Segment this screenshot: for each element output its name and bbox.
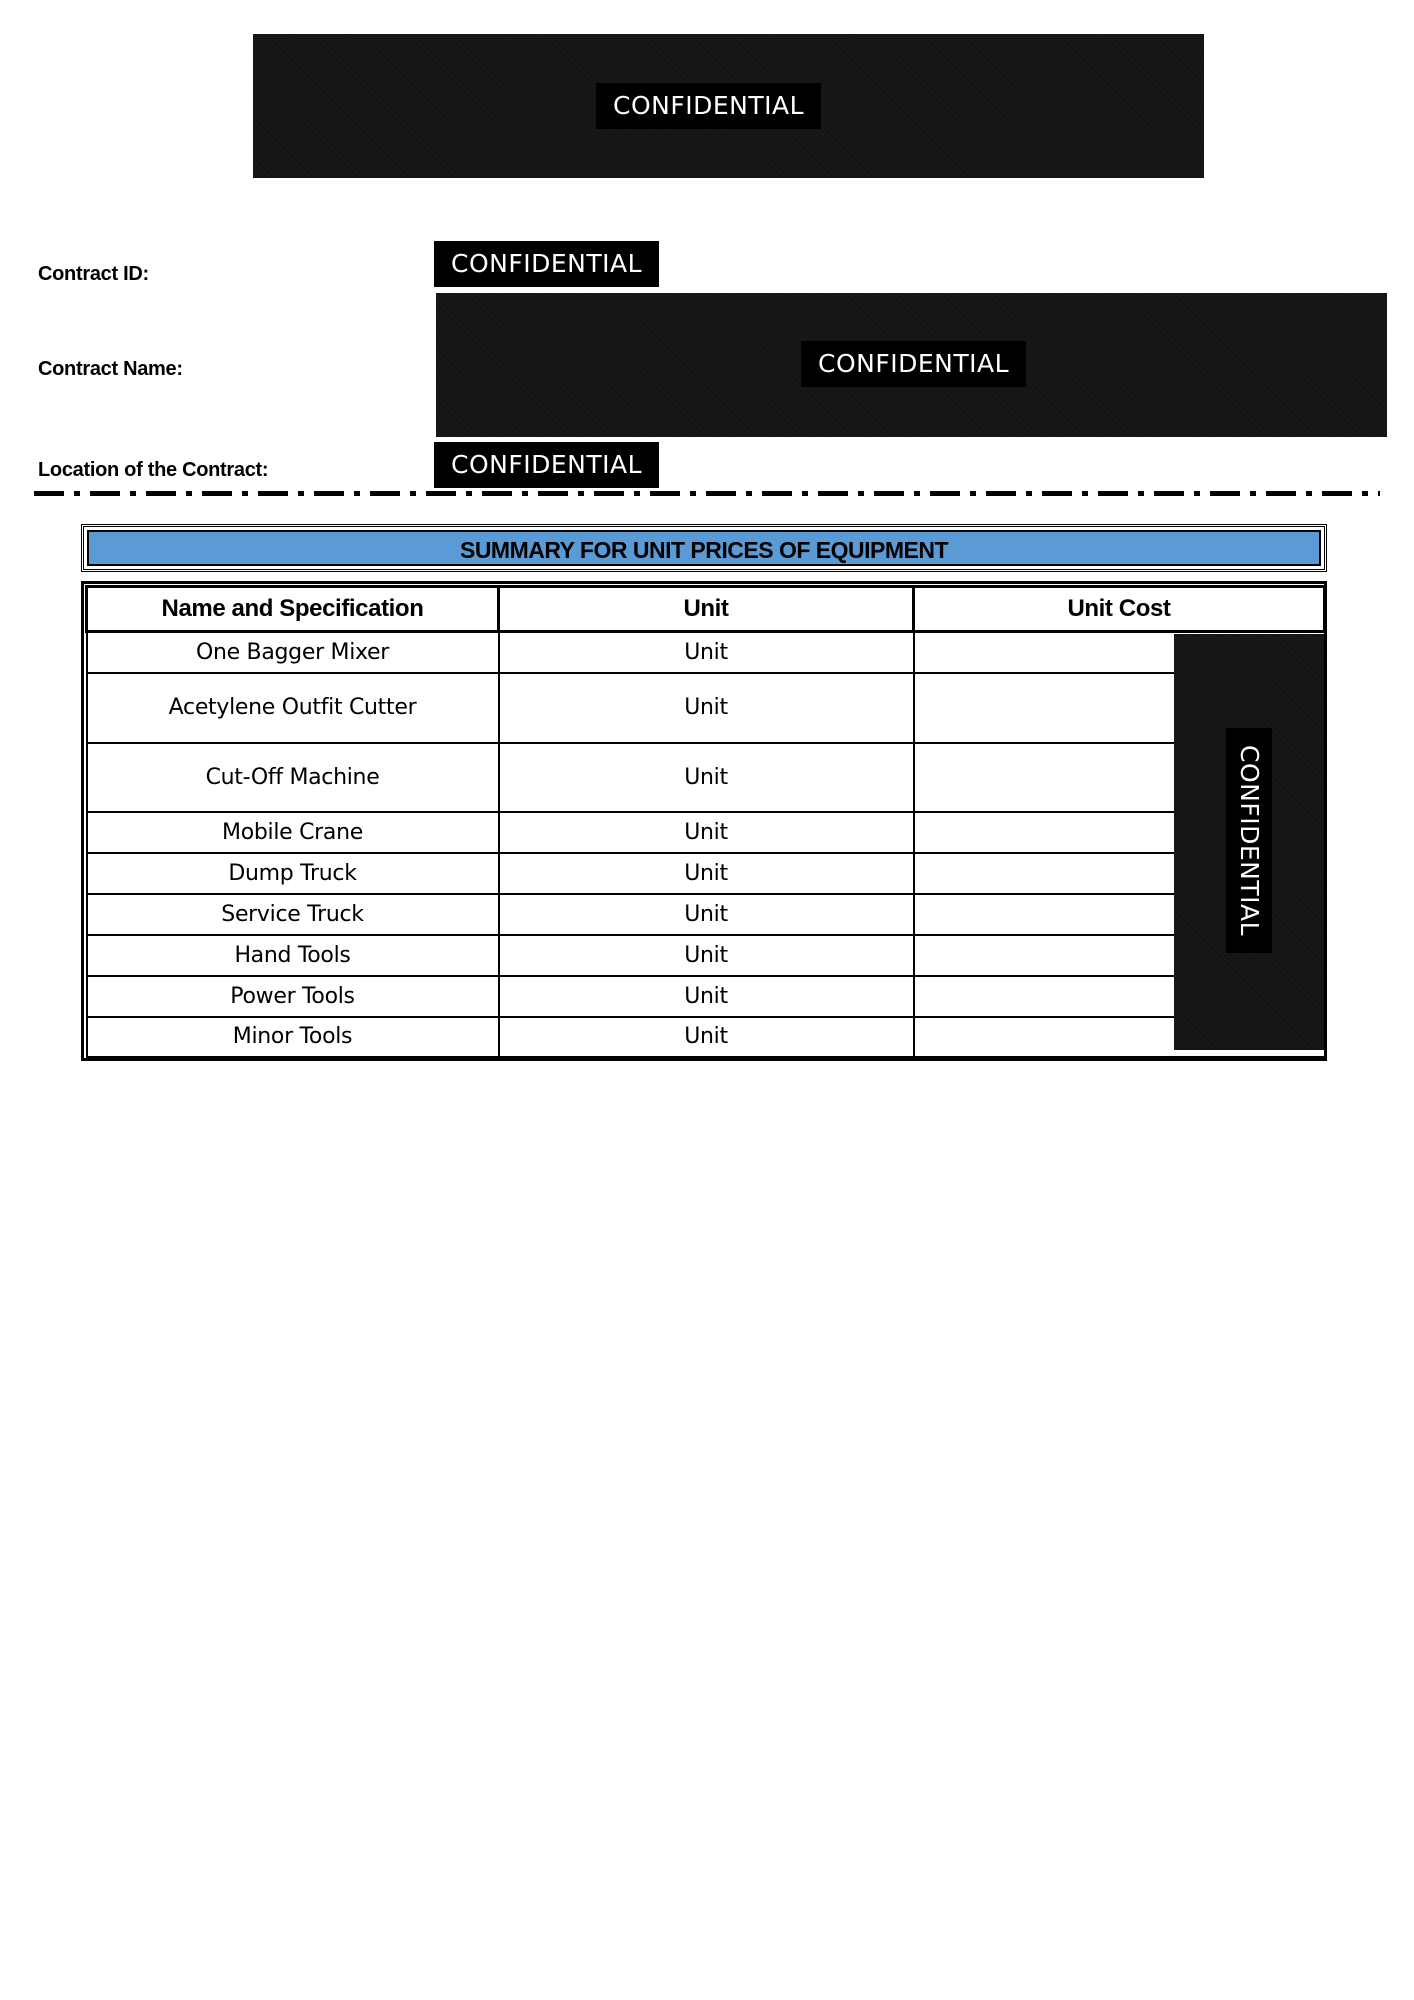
- table-title: SUMMARY FOR UNIT PRICES OF EQUIPMENT: [87, 530, 1321, 566]
- cell-unit: Unit: [499, 976, 914, 1017]
- contract-name-value: CONFIDENTIAL: [801, 341, 1026, 387]
- column-header-unit-cost: Unit Cost: [914, 587, 1325, 632]
- equipment-table: [85, 585, 1326, 1058]
- cell-name: Dump Truck: [87, 853, 499, 894]
- section-divider: [34, 491, 1380, 496]
- table-header-row: [87, 587, 1325, 632]
- cell-unit: Unit: [499, 935, 914, 976]
- table-row: [87, 853, 1325, 894]
- cell-name: Power Tools: [87, 976, 499, 1017]
- contract-id-value: CONFIDENTIAL: [434, 241, 659, 287]
- cell-name: Minor Tools: [87, 1017, 499, 1057]
- table-row: [87, 743, 1325, 812]
- cell-name: Acetylene Outfit Cutter: [87, 673, 499, 743]
- column-header-unit: Unit: [499, 587, 914, 632]
- contract-name-label: Contract Name:: [38, 358, 183, 380]
- table-row: [87, 812, 1325, 853]
- cell-unit: Unit: [499, 894, 914, 935]
- cell-name: Service Truck: [87, 894, 499, 935]
- table-row: [87, 894, 1325, 935]
- table-row: [87, 673, 1325, 743]
- cell-unit: Unit: [499, 853, 914, 894]
- location-value: CONFIDENTIAL: [434, 442, 659, 488]
- cell-name: Hand Tools: [87, 935, 499, 976]
- location-label: Location of the Contract:: [38, 459, 269, 481]
- cell-unit: Unit: [499, 673, 914, 743]
- cell-name: Mobile Crane: [87, 812, 499, 853]
- table-title-box: [81, 524, 1327, 572]
- column-header-name: Name and Specification: [87, 587, 499, 632]
- cell-unit: Unit: [499, 812, 914, 853]
- contract-id-label: Contract ID:: [38, 263, 149, 285]
- table-row: [87, 1017, 1325, 1057]
- table-row: [87, 935, 1325, 976]
- cell-unit: Unit: [499, 743, 914, 812]
- header-confidential-tag: CONFIDENTIAL: [596, 83, 821, 129]
- table-row: [87, 632, 1325, 673]
- cell-unit: Unit: [499, 1017, 914, 1057]
- cell-unit: Unit: [499, 632, 914, 673]
- cell-name: Cut-Off Machine: [87, 743, 499, 812]
- unit-cost-confidential-tag: CONFIDENTIAL: [1226, 728, 1272, 953]
- cell-name: One Bagger Mixer: [87, 632, 499, 673]
- table-row: [87, 976, 1325, 1017]
